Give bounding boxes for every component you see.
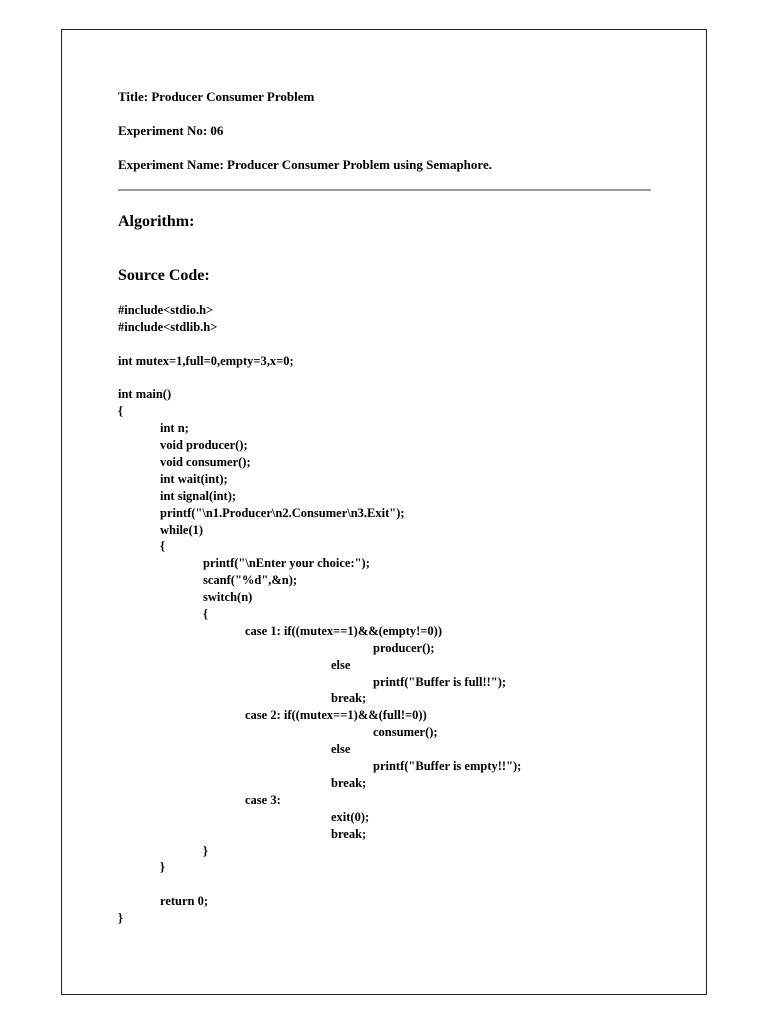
- source-code-block: [118, 302, 521, 927]
- code-line: int n;: [160, 421, 189, 436]
- code-line: int wait(int);: [160, 471, 228, 486]
- code-line: return 0;: [160, 894, 209, 909]
- code-line: void producer();: [160, 438, 248, 453]
- code-line: [118, 370, 521, 387]
- code-line: int mutex=1,full=0,empty=3,x=0;: [118, 353, 294, 368]
- code-line: printf("Buffer is full!!");: [373, 674, 507, 689]
- experiment-number: Experiment No: 06: [118, 123, 224, 138]
- code-line: printf("Buffer is empty!!");: [373, 759, 522, 774]
- code-line: #include<stdlib.h>: [118, 319, 218, 334]
- code-line: break;: [331, 826, 367, 841]
- code-line: }: [160, 860, 165, 875]
- code-line: [118, 336, 521, 353]
- code-line: [118, 876, 521, 893]
- code-line: else: [331, 742, 351, 757]
- code-line: printf("\n1.Producer\n2.Consumer\n3.Exit");: [160, 505, 405, 520]
- code-line: void consumer();: [160, 455, 251, 470]
- code-line: #include<stdio.h>: [118, 303, 214, 317]
- document-title: Title: Producer Consumer Problem: [118, 89, 315, 104]
- code-line: break;: [331, 691, 367, 706]
- code-line: case 3:: [245, 792, 281, 807]
- header-divider: [118, 189, 651, 191]
- algorithm-heading: Algorithm:: [118, 213, 195, 230]
- code-line: switch(n): [203, 590, 253, 605]
- code-line: while(1): [160, 522, 204, 537]
- code-line: consumer();: [373, 725, 438, 740]
- code-line: int main(): [118, 387, 172, 402]
- code-line: producer();: [373, 640, 435, 655]
- code-line: {: [160, 539, 165, 554]
- code-line: case 2: if((mutex==1)&&(full!=0)): [245, 708, 427, 723]
- code-line: case 1: if((mutex==1)&&(empty!=0)): [245, 623, 442, 638]
- code-line: }: [118, 911, 123, 926]
- code-line: break;: [331, 775, 367, 790]
- code-line: {: [203, 607, 208, 622]
- experiment-name: Experiment Name: Producer Consumer Problem using Semaphore.: [118, 157, 492, 172]
- code-line: {: [118, 404, 123, 419]
- source-code-heading: Source Code:: [118, 267, 210, 284]
- code-line: }: [203, 843, 208, 858]
- code-line: else: [331, 657, 351, 672]
- code-line: exit(0);: [331, 809, 370, 824]
- code-line: scanf("%d",&n);: [203, 573, 298, 588]
- code-line: printf("\nEnter your choice:");: [203, 556, 370, 571]
- code-line: int signal(int);: [160, 488, 237, 503]
